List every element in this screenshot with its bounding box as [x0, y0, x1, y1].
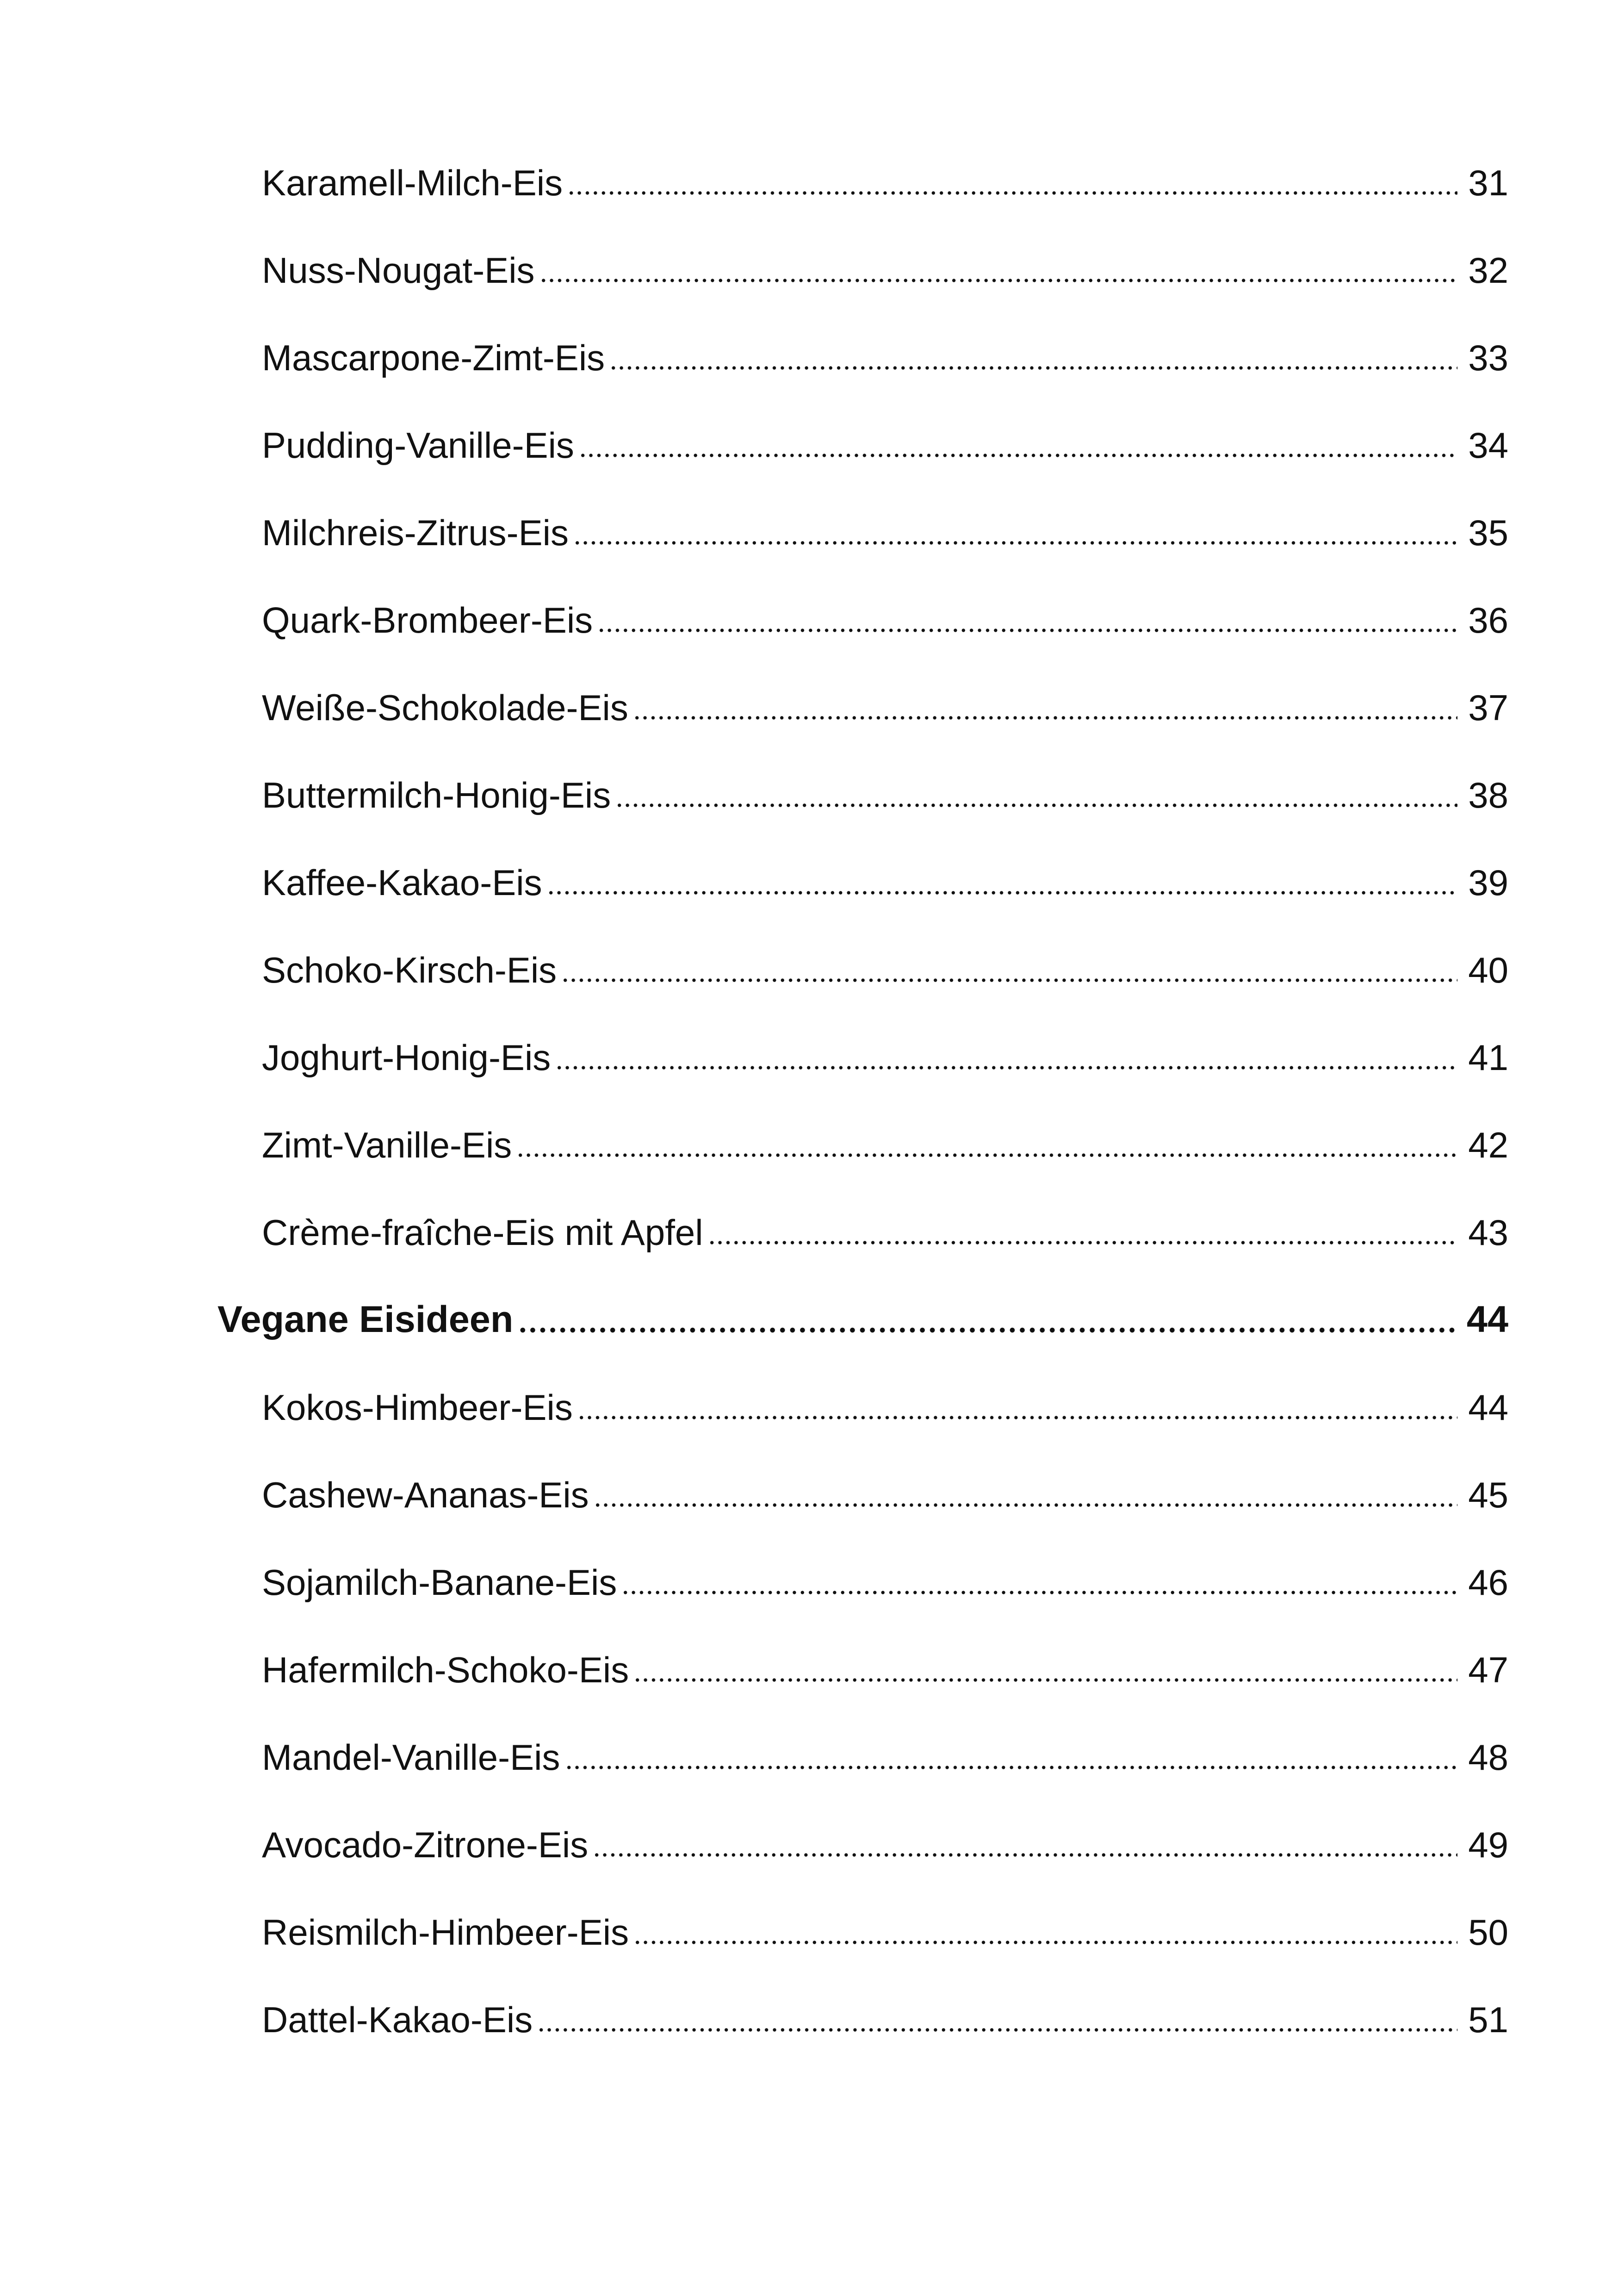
- dot-leader: [547, 890, 1457, 895]
- dot-leader: [593, 1853, 1457, 1857]
- toc-entry-page-number: 42: [1468, 1124, 1508, 1165]
- toc-entry-page-number: 36: [1468, 599, 1508, 641]
- toc-entry-title: Hafermilch-Schoko-Eis: [262, 1649, 629, 1690]
- toc-entry-title: Reismilch-Himbeer-Eis: [262, 1911, 629, 1953]
- dot-leader: [615, 803, 1457, 808]
- dot-leader: [518, 1327, 1457, 1333]
- toc-entry-title: Crème-fraîche-Eis mit Apfel: [262, 1212, 703, 1253]
- dot-leader: [579, 453, 1457, 458]
- toc-section-page-number: 44: [1466, 1299, 1508, 1340]
- toc-entry[interactable]: [217, 1188, 1508, 1276]
- toc-entry[interactable]: [217, 1538, 1508, 1626]
- dot-leader: [633, 1678, 1457, 1682]
- toc-entry-title: Mascarpone-Zimt-Eis: [262, 337, 605, 378]
- toc-entry-page-number: 49: [1468, 1824, 1508, 1865]
- dot-leader: [565, 1765, 1458, 1770]
- toc-entry-page-number: 41: [1468, 1037, 1508, 1078]
- toc-entry[interactable]: [217, 1713, 1508, 1801]
- toc-entry-page-number: 33: [1468, 337, 1508, 378]
- toc-entry[interactable]: [217, 489, 1508, 576]
- dot-leader: [573, 541, 1457, 545]
- toc-entry[interactable]: [217, 401, 1508, 489]
- toc-entry-page-number: 32: [1468, 249, 1508, 291]
- toc-entry[interactable]: [217, 839, 1508, 926]
- table-of-contents: [217, 139, 1508, 2063]
- toc-entry[interactable]: [217, 1626, 1508, 1713]
- toc-entry[interactable]: [217, 1801, 1508, 1888]
- toc-entry-title: Pudding-Vanille-Eis: [262, 424, 574, 466]
- dot-leader: [708, 1240, 1457, 1245]
- toc-entry-page-number: 34: [1468, 424, 1508, 466]
- dot-leader: [537, 2028, 1457, 2032]
- toc-entry-page-number: 31: [1468, 162, 1508, 203]
- dot-leader: [621, 1590, 1457, 1595]
- dot-leader: [577, 1415, 1457, 1420]
- dot-leader: [539, 278, 1457, 283]
- toc-entry[interactable]: [217, 664, 1508, 751]
- dot-leader: [594, 1503, 1457, 1507]
- toc-section-heading[interactable]: [217, 1276, 1508, 1363]
- dot-leader: [561, 978, 1457, 983]
- toc-entry-title: Weiße-Schokolade-Eis: [262, 687, 628, 728]
- dot-leader: [597, 628, 1457, 633]
- toc-entry-title: Buttermilch-Honig-Eis: [262, 774, 611, 815]
- toc-entry-title: Mandel-Vanille-Eis: [262, 1736, 560, 1778]
- toc-entry[interactable]: [217, 1888, 1508, 1976]
- toc-entry[interactable]: [217, 1363, 1508, 1451]
- toc-entry-page-number: 45: [1468, 1474, 1508, 1515]
- toc-entry-title: Cashew-Ananas-Eis: [262, 1474, 589, 1515]
- toc-entry-page-number: 40: [1468, 949, 1508, 990]
- dot-leader: [567, 191, 1457, 195]
- toc-entry-page-number: 48: [1468, 1736, 1508, 1778]
- dot-leader: [516, 1153, 1457, 1157]
- toc-entry[interactable]: [217, 926, 1508, 1014]
- toc-entry[interactable]: [217, 1014, 1508, 1101]
- toc-entry-title: Sojamilch-Banane-Eis: [262, 1562, 617, 1603]
- toc-entry[interactable]: [217, 1451, 1508, 1538]
- toc-entry[interactable]: [217, 314, 1508, 401]
- toc-entry-title: Avocado-Zitrone-Eis: [262, 1824, 589, 1865]
- toc-entry-title: Milchreis-Zitrus-Eis: [262, 512, 569, 553]
- toc-entry[interactable]: [217, 576, 1508, 664]
- toc-entry-title: Zimt-Vanille-Eis: [262, 1124, 512, 1165]
- toc-entry[interactable]: [217, 751, 1508, 839]
- toc-entry-page-number: 44: [1468, 1387, 1508, 1428]
- toc-entry[interactable]: [217, 226, 1508, 314]
- toc-entry[interactable]: [217, 1101, 1508, 1188]
- toc-entry-page-number: 50: [1468, 1911, 1508, 1953]
- toc-entry-page-number: 43: [1468, 1212, 1508, 1253]
- toc-entry-page-number: 37: [1468, 687, 1508, 728]
- toc-section-title: Vegane Eisideen: [217, 1299, 514, 1340]
- toc-entry-page-number: 39: [1468, 862, 1508, 903]
- dot-leader: [555, 1065, 1457, 1070]
- toc-entry-page-number: 47: [1468, 1649, 1508, 1690]
- toc-entry[interactable]: [217, 1976, 1508, 2063]
- toc-entry-title: Kaffee-Kakao-Eis: [262, 862, 542, 903]
- toc-entry-title: Quark-Brombeer-Eis: [262, 599, 593, 641]
- dot-leader: [633, 716, 1457, 720]
- toc-entry-page-number: 46: [1468, 1562, 1508, 1603]
- toc-entry-page-number: 38: [1468, 774, 1508, 815]
- toc-entry-page-number: 51: [1468, 1999, 1508, 2040]
- toc-entry-title: Nuss-Nougat-Eis: [262, 249, 535, 291]
- toc-entry[interactable]: [217, 139, 1508, 226]
- toc-entry-title: Dattel-Kakao-Eis: [262, 1999, 533, 2040]
- toc-entry-title: Kokos-Himbeer-Eis: [262, 1387, 573, 1428]
- toc-entry-title: Schoko-Kirsch-Eis: [262, 949, 557, 990]
- dot-leader: [633, 1940, 1457, 1945]
- toc-entry-title: Joghurt-Honig-Eis: [262, 1037, 551, 1078]
- toc-entry-title: Karamell-Milch-Eis: [262, 162, 563, 203]
- toc-entry-page-number: 35: [1468, 512, 1508, 553]
- dot-leader: [609, 366, 1457, 370]
